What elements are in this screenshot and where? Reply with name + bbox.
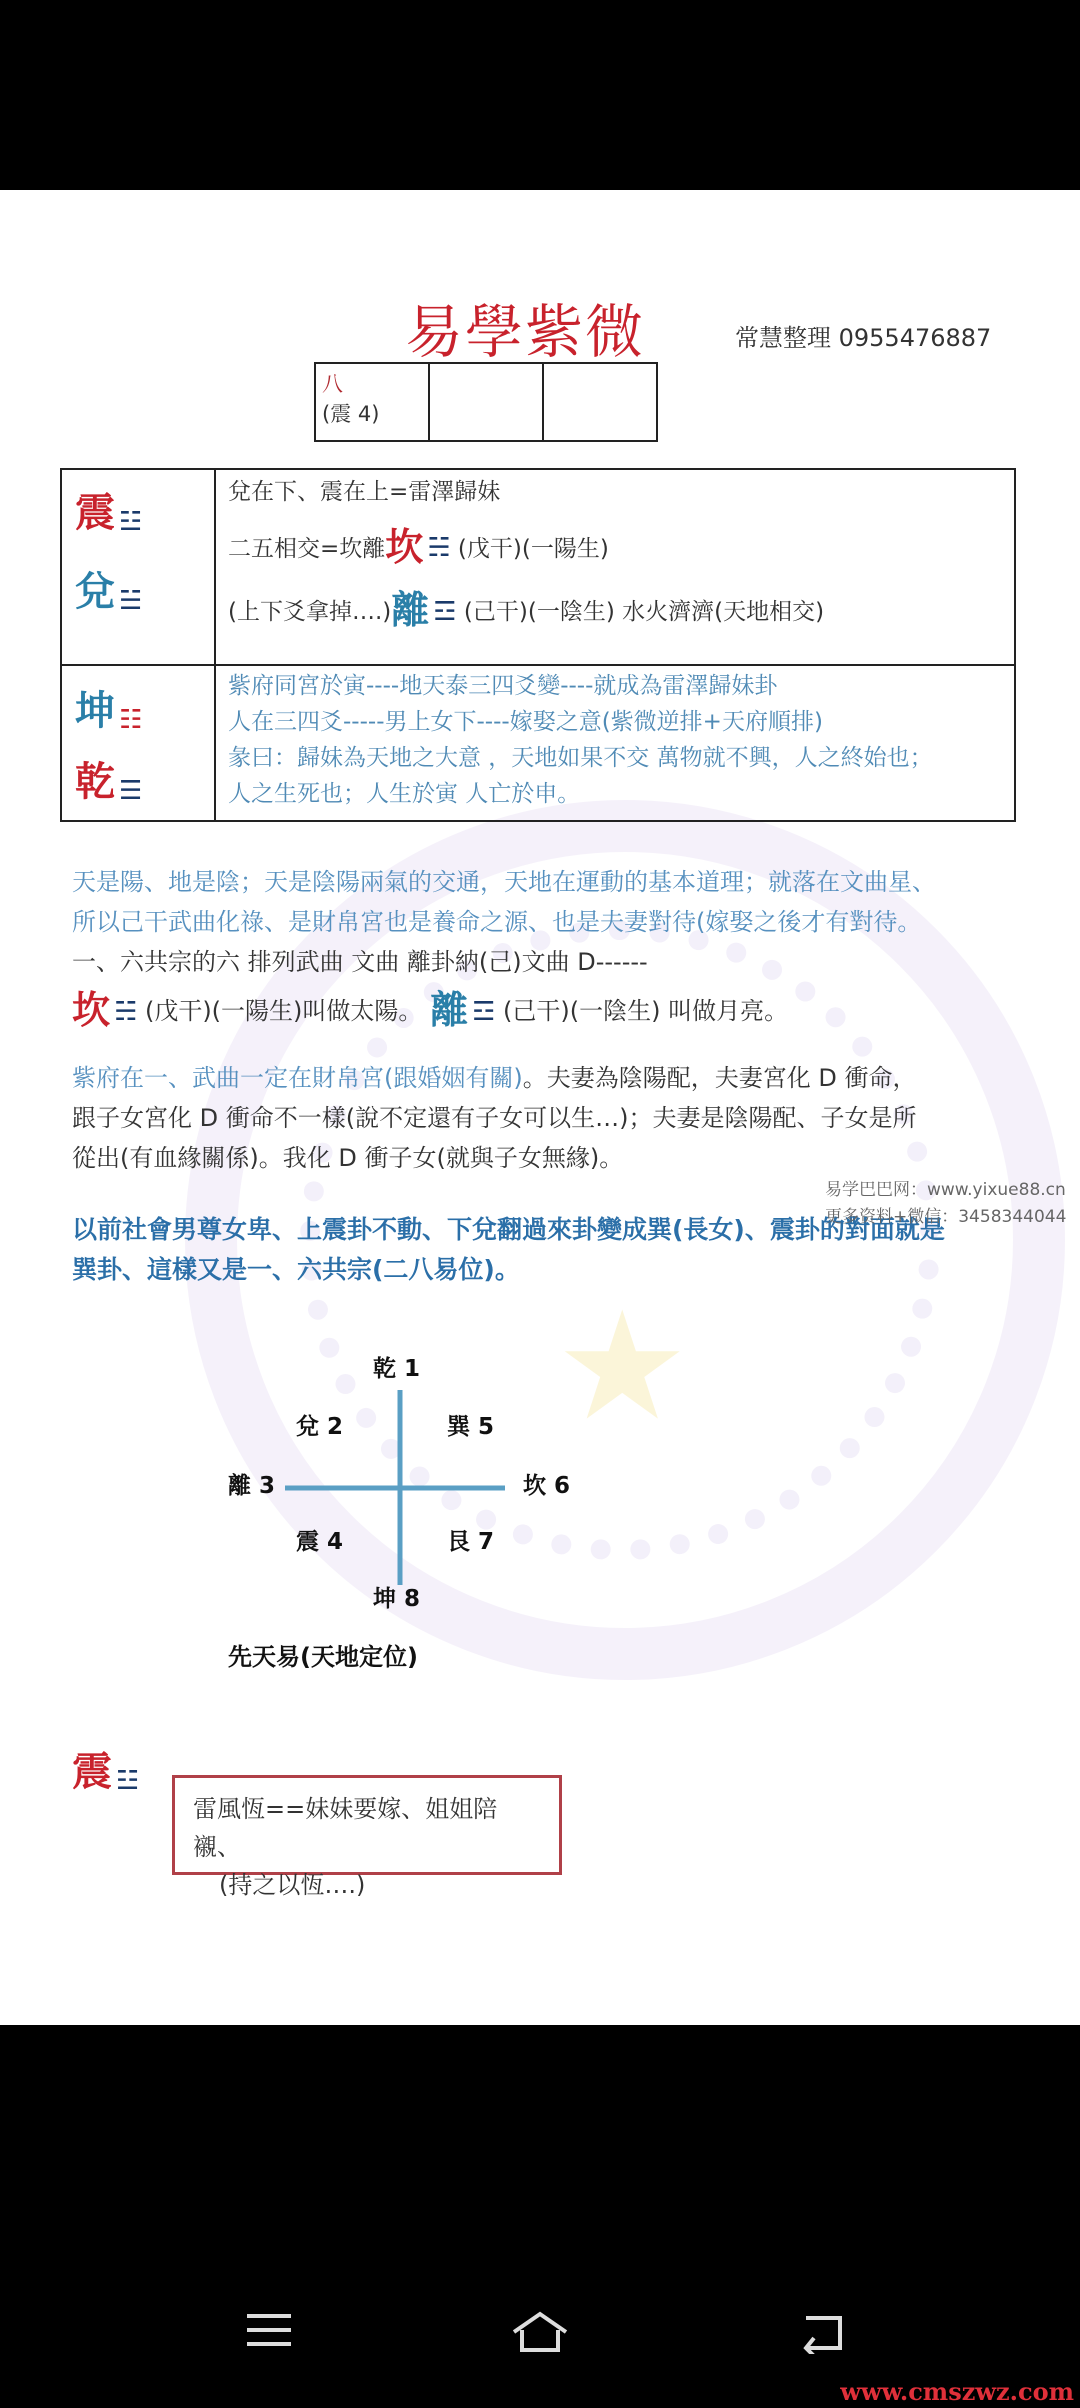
- desc-line: 人之生死也；人生於寅 人亡於申。: [228, 781, 581, 807]
- trigram-zhen-icon: ☳: [116, 1765, 140, 1796]
- trigram-kan-icon: ☵: [427, 533, 451, 564]
- text-span: 。夫妻為陰陽配，夫妻宮化 D 衝命，: [522, 1064, 917, 1092]
- gua-kan: 坎: [72, 987, 111, 1032]
- label-li: 離 3: [228, 1473, 276, 1499]
- gua-li: 離: [391, 587, 430, 633]
- palace-number: 八: [322, 372, 343, 396]
- back-icon[interactable]: [800, 2310, 850, 2354]
- page-title: 易學紫微: [405, 298, 646, 366]
- text-line: 跟子女宮化 D 衝命不一樣(說不定還有子女可以生…)；夫妻是陰陽配、子女是所: [72, 1104, 917, 1132]
- text-span: (己干)(一陰生) 叫做月亮。: [495, 997, 789, 1025]
- desc-text: (己干)(一陰生) 水火濟濟(天地相交): [456, 599, 825, 626]
- desc-line: 紫府同宮於寅----地天泰三四爻變----就成為雷澤歸妹卦: [228, 673, 778, 699]
- desc-text: (戊干)(一陽生): [450, 535, 609, 562]
- trigram-qian-icon: ☰: [119, 775, 143, 806]
- label-xun: 巽 5: [447, 1414, 495, 1440]
- trigram-zhen-icon: ☳: [119, 506, 143, 537]
- label-kan: 坎 6: [523, 1473, 571, 1499]
- trigram-dui-icon: ☱: [119, 585, 143, 616]
- trigram-kun-icon: ☷: [119, 704, 143, 735]
- text-span: (戊干)(一陽生)叫做太陽。: [137, 997, 423, 1025]
- diagram-caption: 先天易(天地定位): [228, 1643, 418, 1671]
- gua-zhen: 震: [72, 1748, 112, 1795]
- trigram-li-icon: ☲: [472, 997, 496, 1027]
- text-line: 以前社會男尊女卑、上震卦不動、下兌翻過來卦變成巽(長女)、震卦的對面就是: [72, 1215, 945, 1244]
- gua-dui: 兌: [75, 568, 115, 615]
- desc-text: 二五相交=坎離: [228, 535, 386, 562]
- menu-icon[interactable]: [245, 2310, 295, 2350]
- trigram-kan-icon: ☵: [114, 997, 138, 1027]
- corner-watermark: www.cmszwz.com: [840, 2377, 1074, 2406]
- gua-li: 離: [430, 987, 469, 1032]
- bagua-diagram: [0, 190, 1080, 2025]
- watermark-text: 易学巴巴网：www.yixue88.cn: [825, 1180, 1066, 1200]
- watermark-star-icon: ★: [555, 1280, 690, 1454]
- trigram-li-icon: ☲: [433, 596, 457, 627]
- bottom-gua: [72, 1740, 139, 1797]
- text-span: 紫府在一、武曲一定在財帛宮(跟婚姻有關): [72, 1064, 523, 1092]
- gua-kan: 坎: [385, 523, 424, 569]
- gua-zhen: 震: [75, 489, 115, 536]
- label-zhen: 震 4: [296, 1529, 344, 1555]
- label-dui: 兌 2: [296, 1414, 344, 1440]
- gua-kun: 坤: [75, 687, 115, 734]
- text-line: 天是陽、地是陰；天是陰陽兩氣的交通，天地在運動的基本道理；就落在文曲星、: [72, 868, 936, 896]
- paragraph-1b: 一、六共宗的六 排列武曲 文曲 離卦納(己)文曲 D------: [72, 948, 648, 976]
- author-line: 常慧整理 0955476887: [735, 324, 992, 352]
- desc-line: 兌在下、震在上=雷澤歸妹: [228, 479, 501, 505]
- desc-text: (上下爻拿掉….): [228, 599, 392, 626]
- gua-qian: 乾: [75, 758, 115, 805]
- label-gen: 艮 7: [447, 1529, 495, 1555]
- text-line: 所以己干武曲化祿、是財帛宮也是養命之源、也是夫妻對待(嫁娶之後才有對待。: [72, 908, 922, 936]
- desc-line: 人在三四爻-----男上女下----嫁娶之意(紫微逆排+天府順排): [228, 709, 823, 735]
- label-qian: 乾 1: [373, 1356, 421, 1382]
- text-line: (持之以恆….): [219, 1871, 366, 1899]
- home-icon[interactable]: [508, 2310, 572, 2354]
- system-nav-bar: [0, 2025, 1080, 2408]
- text-line: 雷風恆==妹妹要嫁、姐姐陪襯、: [193, 1795, 498, 1861]
- desc-line: 彖曰：歸妹為天地之大意 ，天地如果不交 萬物就不興，人之終始也；: [228, 745, 933, 771]
- note-box: [172, 1775, 562, 1899]
- document-page: [0, 190, 1080, 2025]
- text-line: 巽卦、這樣又是一、六共宗(二八易位)。: [72, 1255, 520, 1284]
- text-line: 從出(有血緣關係)。我化 D 衝子女(就與子女無緣)。: [72, 1144, 624, 1172]
- label-kun: 坤 8: [373, 1586, 421, 1612]
- palace-label: (震 4): [322, 402, 380, 426]
- watermark-text: 更多资料+微信：3458344044: [825, 1207, 1067, 1227]
